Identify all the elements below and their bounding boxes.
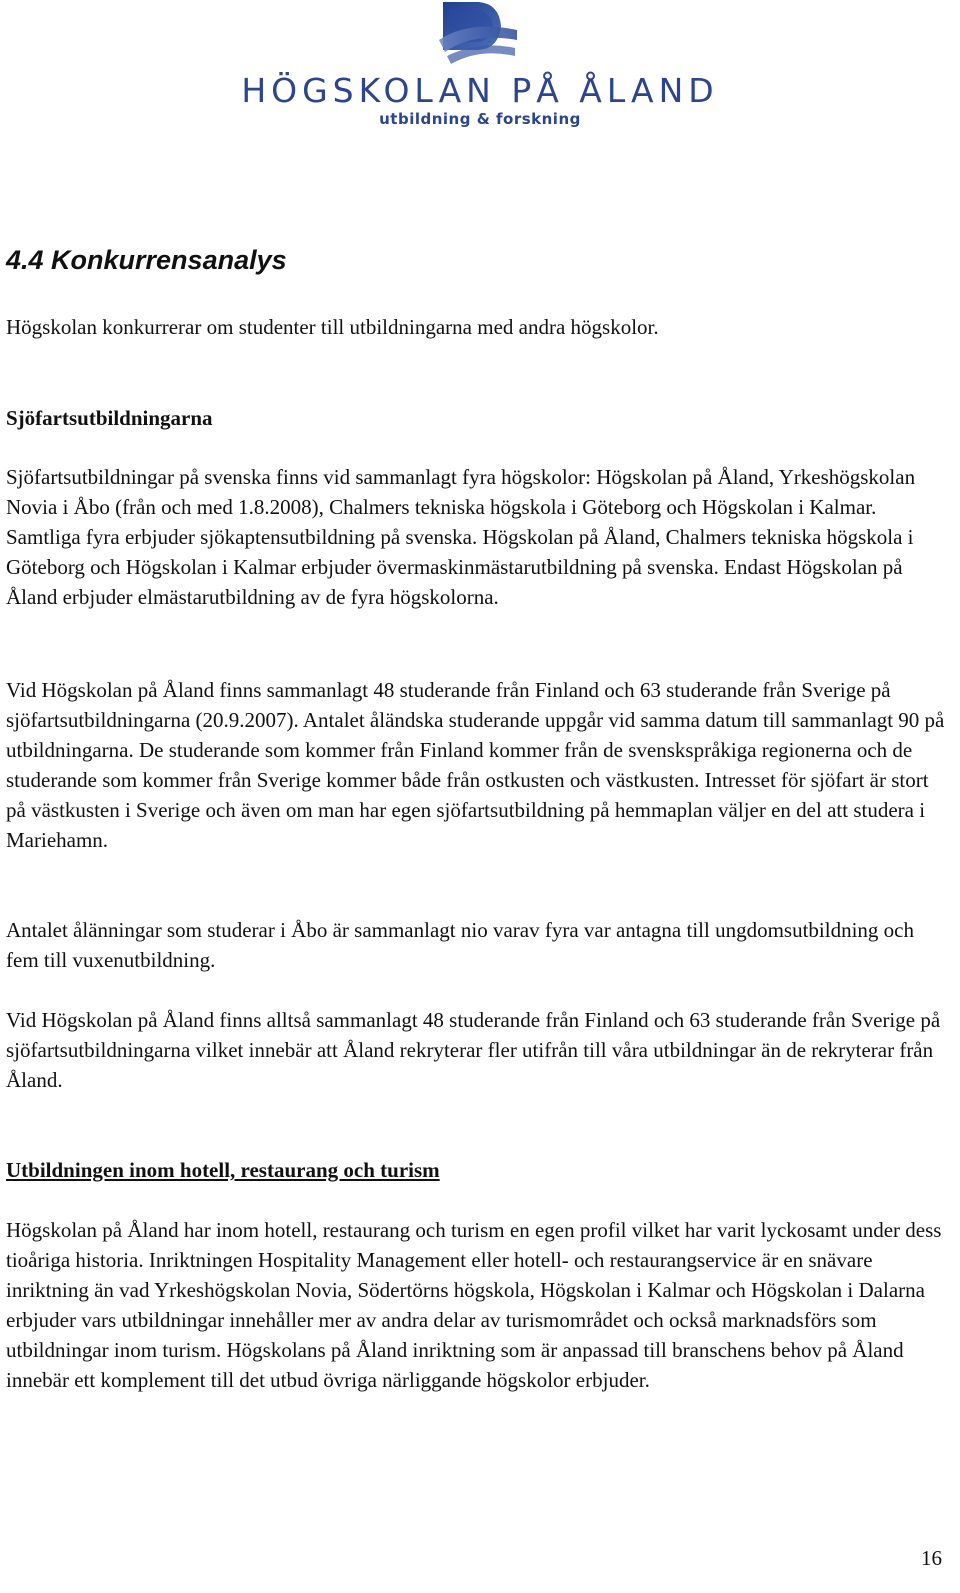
maritime-paragraph-2: Vid Högskolan på Åland finns sammanlagt 48 studerande från Finland och 63 studerande från Sverige på sjöfartsutbildningarna (20.9.2007). Antalet åländska studerande uppgår vid samma datum till sammanlagt 90 på utbildningarna. De studerande som kommer från Finland kommer från de svenskspråkiga regionerna och de studerande som kommer från Sverige kommer både från ostkusten och västkusten. Intresset för sjöfart är stort på västkusten i Sverige och även om man har egen sjöfartsutbildning på hemmaplan väljer en del att studera i Mariehamn.: [6, 678, 945, 852]
section-heading: 4.4 Konkurrensanalys: [6, 245, 287, 275]
intro-paragraph: Högskolan konkurrerar om studenter till utbildningarna med andra högskolor.: [6, 315, 659, 339]
maritime-paragraph-4: Vid Högskolan på Åland finns alltså sammanlagt 48 studerande från Finland och 63 studerande från Sverige på sjöfartsutbildningarna vilket innebär att Åland rekryterar fler utifrån till våra utbildningar än de rekryterar från Åland.: [6, 1008, 941, 1092]
page-number: 16: [921, 1546, 942, 1570]
maritime-paragraph-3: Antalet ålänningar som studerar i Åbo är sammanlagt nio varav fyra var antagna till ungdomsutbildning och fem till vuxenutbildning.: [6, 918, 915, 972]
header-logo: [225, 0, 735, 130]
logo-wordmark: HÖGSKOLAN PÅ ÅLAND: [241, 71, 719, 110]
hospitality-paragraph-1: Högskolan på Åland har inom hotell, restaurang och turism en egen profil vilket har varit lyckosamt under dess tioåriga historia. Inriktningen Hospitality Management eller hotell- och restaurangservice är en snävare inriktning än vad Yrkeshögskolan Novia, Södertörns högskola, Högskolan i Kalmar och Högskolan i Dalarna erbjuder vars utbildningar innehåller mer av andra delar av turismområdet och också marknadsförs som utbildningar inom turism. Högskolans på Åland inriktning som är anpassad till branschens behov på Åland innebär ett komplement till det utbud övriga närliggande högskolor erbjuder.: [6, 1218, 942, 1392]
hospitality-subheading: Utbildningen inom hotell, restaurang och turism: [6, 1158, 440, 1182]
logo-tagline: utbildning & forskning: [379, 110, 581, 128]
maritime-subheading: Sjöfartsutbildningarna: [6, 406, 213, 430]
hogskolan-emblem-icon: [439, 0, 519, 66]
maritime-paragraph-1: Sjöfartsutbildningar på svenska finns vid sammanlagt fyra högskolor: Högskolan på Åland, Yrkeshögskolan Novia i Åbo (från och med 1.8.2008), Chalmers tekniska högskola i Göteborg och Högskolan i Kalmar. Samtliga fyra erbjuder sjökaptensutbildning på svenska. Högskolan på Åland, Chalmers tekniska högskola i Göteborg och Högskolan i Kalmar erbjuder övermaskinmästarutbildning på svenska. Endast Högskolan på Åland erbjuder elmästarutbildning av de fyra högskolorna.: [6, 465, 916, 609]
